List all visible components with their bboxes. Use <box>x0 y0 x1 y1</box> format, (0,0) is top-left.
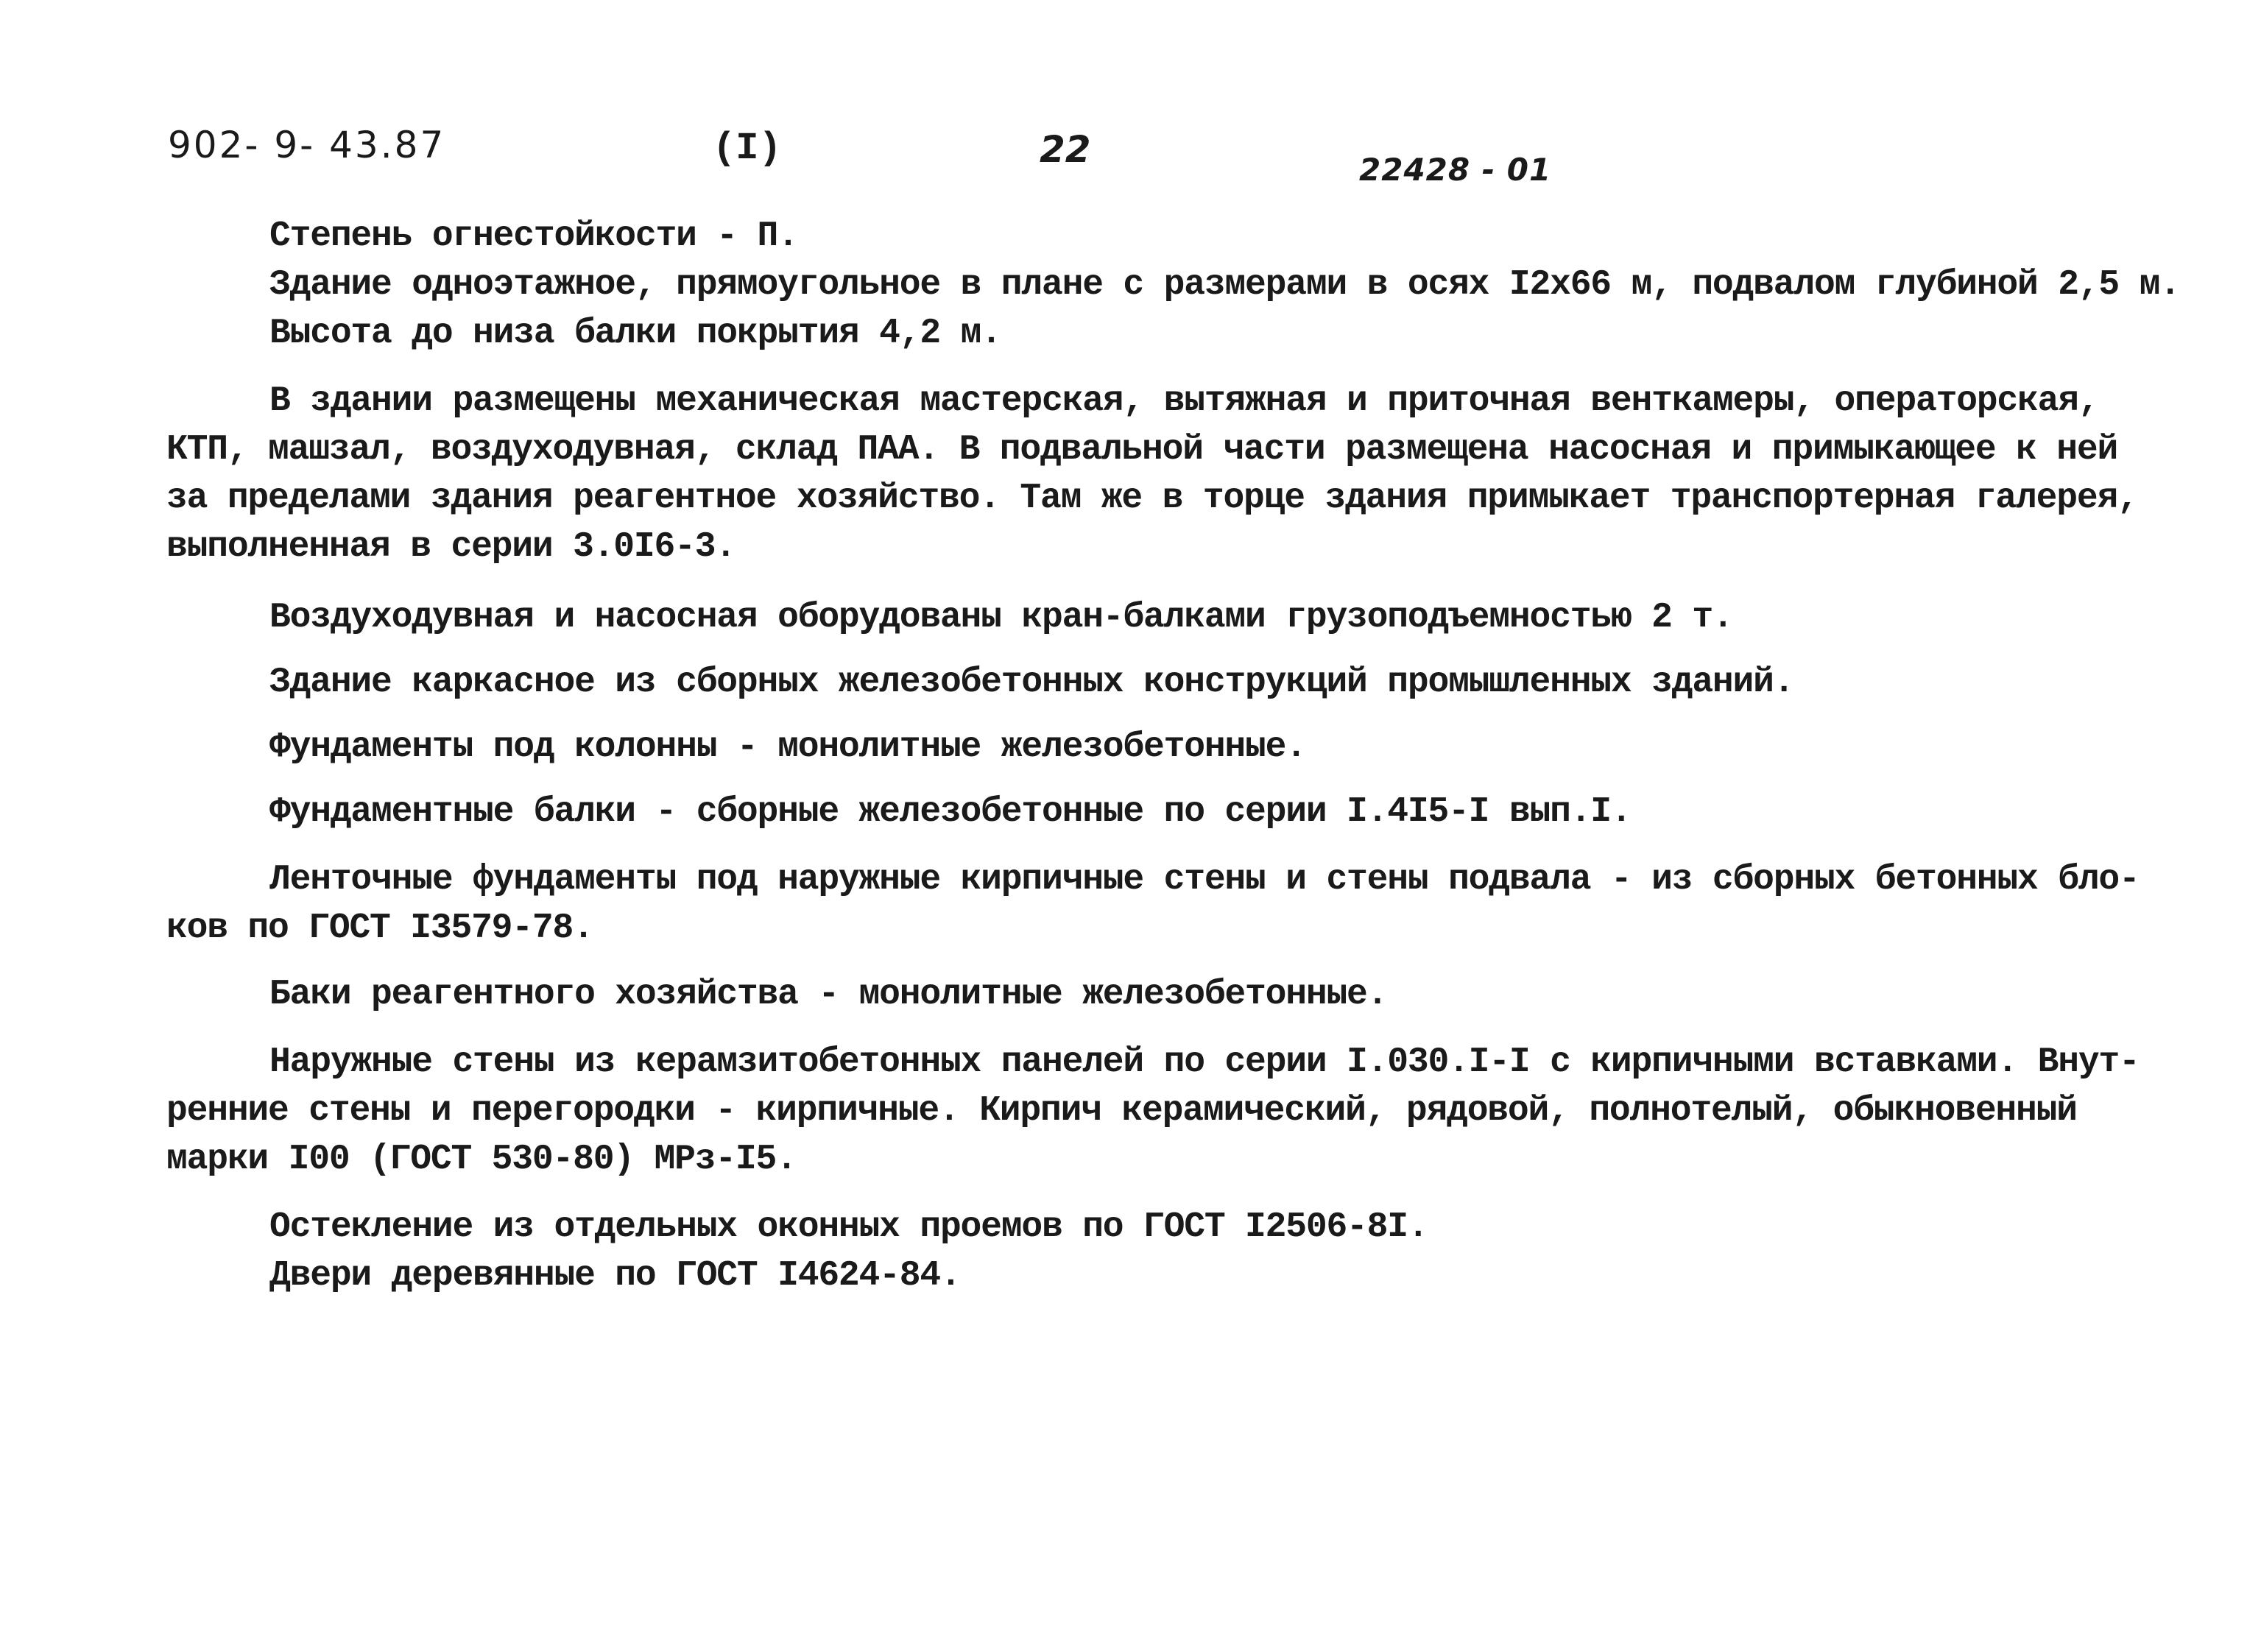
text-line: Здание каркасное из сборных железобетонных конструкций промышленных зданий. <box>269 663 1794 702</box>
text-line: Фундаментные балки - сборные железобетонные по серии I.4I5-I вып.I. <box>269 792 1632 832</box>
paragraph-foundation-beams <box>166 788 2169 836</box>
part-number: (I) <box>713 127 782 170</box>
paragraph-cranes <box>166 593 2169 642</box>
paragraph-premises <box>166 377 2169 571</box>
text-line: Баки реагентного хозяйства - монолитные железобетонные. <box>269 975 1388 1014</box>
text-line: Высота до низа балки покрытия 4,2 м. <box>269 314 1001 353</box>
handwritten-doc-number: 22428 - 01 <box>1359 152 1552 188</box>
text-line: В здании размещены механическая мастерская, вытяжная и приточная венткамеры, операторская, <box>269 381 2099 421</box>
page-number: 22 <box>1040 128 1091 171</box>
text-line: Фундаменты под колонны - монолитные железобетонные. <box>269 727 1306 767</box>
paragraph-reagent-tanks <box>166 970 2169 1019</box>
text-line: ков по ГОСТ I3579-78. <box>166 908 593 948</box>
text-line: Двери деревянные по ГОСТ I4624-84. <box>269 1256 961 1296</box>
text-line: Здание одноэтажное, прямоугольное в плане с размерами в осях I2х66 м, подвалом глубиной 2,5 м. <box>269 265 2180 305</box>
document-code: 902- 9- 43.87 <box>168 124 446 166</box>
text-line: Ленточные фундаменты под наружные кирпичные стены и стены подвала - из сборных бетонных бло- <box>269 860 2140 900</box>
text-line: КТП, машзал, воздуходувная, склад ПАА. В подвальной части размещена насосная и примыкающее к ней <box>166 430 2118 470</box>
text-line: Воздуходувная и насосная оборудованы кран-балками грузоподъемностью 2 т. <box>269 598 1733 638</box>
text-line: Остекление из отдельных оконных проемов по ГОСТ I2506-8I. <box>269 1207 1428 1247</box>
text-line: Степень огнестойкости - П. <box>269 216 798 256</box>
text-line: выполненная в серии 3.0I6-3. <box>166 527 736 567</box>
paragraph-fire-resistance <box>166 212 2180 358</box>
paragraph-walls <box>166 1038 2169 1184</box>
text-line: ренние стены и перегородки - кирпичные. Кирпич керамический, рядовой, полнотелый, обыкновенный <box>166 1091 2077 1131</box>
paragraph-strip-foundations <box>166 855 2169 953</box>
text-line: за пределами здания реагентное хозяйство. Там же в торце здания примыкает транспортерная галерея, <box>166 479 2138 518</box>
paragraph-frame <box>166 658 2169 707</box>
text-line: марки I00 (ГОСТ 530-80) МРз-I5. <box>166 1140 797 1179</box>
text-line: Наружные стены из керамзитобетонных панелей по серии I.030.I-I с кирпичными вставками. Внут- <box>269 1042 2140 1082</box>
paragraph-glazing-doors <box>166 1203 2169 1300</box>
paragraph-column-foundations <box>166 723 2169 772</box>
